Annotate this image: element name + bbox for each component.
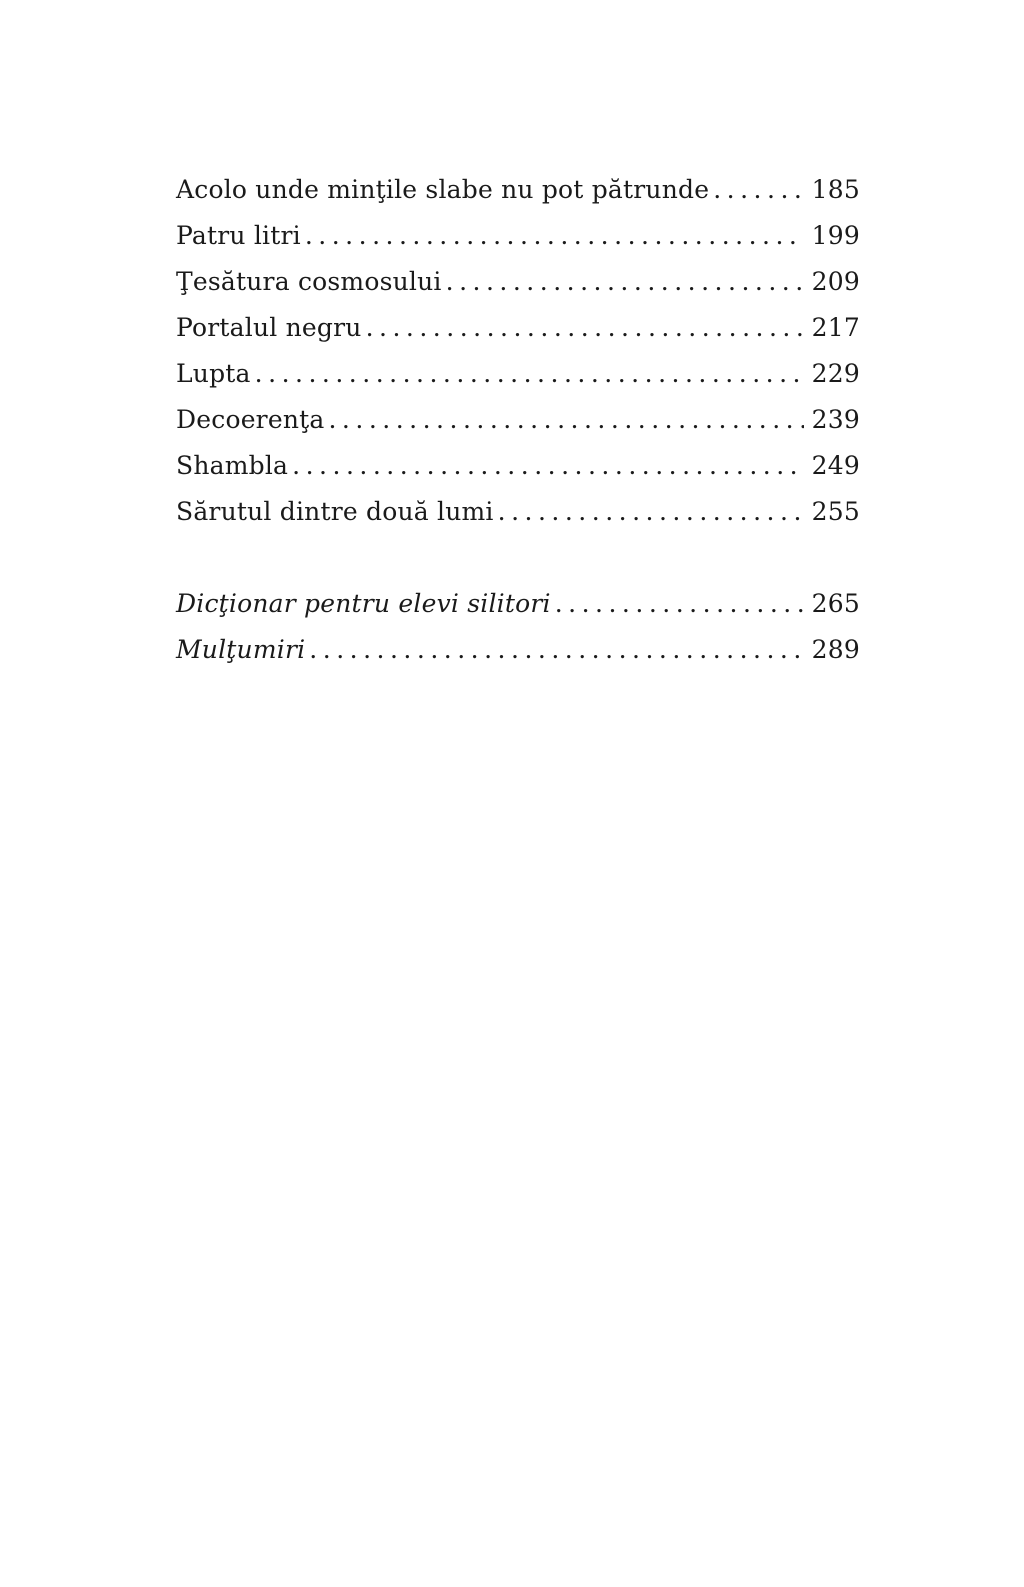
toc-entry-title: Decoerenţa: [176, 405, 325, 434]
toc-entry-page: 217: [811, 313, 860, 342]
toc-entry-title: Lupta: [176, 359, 251, 388]
toc-entry-title: Patru litri: [176, 221, 301, 250]
toc-entry-title: Shambla: [176, 451, 289, 480]
dot-leader: [292, 443, 804, 489]
toc-entry-title: Mulţumiri: [176, 635, 306, 664]
dot-leader: [255, 351, 804, 397]
toc-entry: [176, 213, 860, 259]
toc-entry-page: 229: [811, 359, 860, 388]
toc-entry-title: Sărutul dintre două lumi: [176, 497, 494, 526]
toc-entry: [176, 259, 860, 305]
toc-entry-page: 255: [811, 497, 860, 526]
toc-entry: [176, 627, 860, 673]
toc-entry: [176, 581, 860, 627]
table-of-contents: [176, 167, 860, 673]
toc-entry-page: 209: [811, 267, 860, 296]
toc-entry-page: 249: [811, 451, 860, 480]
toc-entry-title: Ţesătura cosmosului: [176, 267, 442, 296]
toc-entry-page: 199: [811, 221, 860, 250]
toc-entry-title: Dicţionar pentru elevi silitori: [176, 589, 551, 618]
toc-appendices: [176, 581, 860, 673]
toc-entry: [176, 351, 860, 397]
dot-leader: [309, 627, 803, 673]
dot-leader: [305, 213, 804, 259]
dot-leader: [713, 167, 803, 213]
dot-leader: [555, 581, 804, 627]
dot-leader: [328, 397, 803, 443]
toc-entry-title: Portalul negru: [176, 313, 362, 342]
dot-leader: [498, 489, 804, 535]
dot-leader: [446, 259, 804, 305]
toc-entry-page: 239: [811, 405, 860, 434]
toc-entry-page: 265: [811, 589, 860, 618]
toc-entry: [176, 443, 860, 489]
toc-entry: [176, 305, 860, 351]
toc-entry-title: Acolo unde minţile slabe nu pot pătrunde: [176, 175, 710, 204]
dot-leader: [366, 305, 804, 351]
toc-entry-page: 289: [811, 635, 860, 664]
toc-chapters: [176, 167, 860, 535]
toc-entry-page: 185: [811, 175, 860, 204]
toc-entry: [176, 397, 860, 443]
toc-entry: [176, 489, 860, 535]
toc-entry: [176, 167, 860, 213]
